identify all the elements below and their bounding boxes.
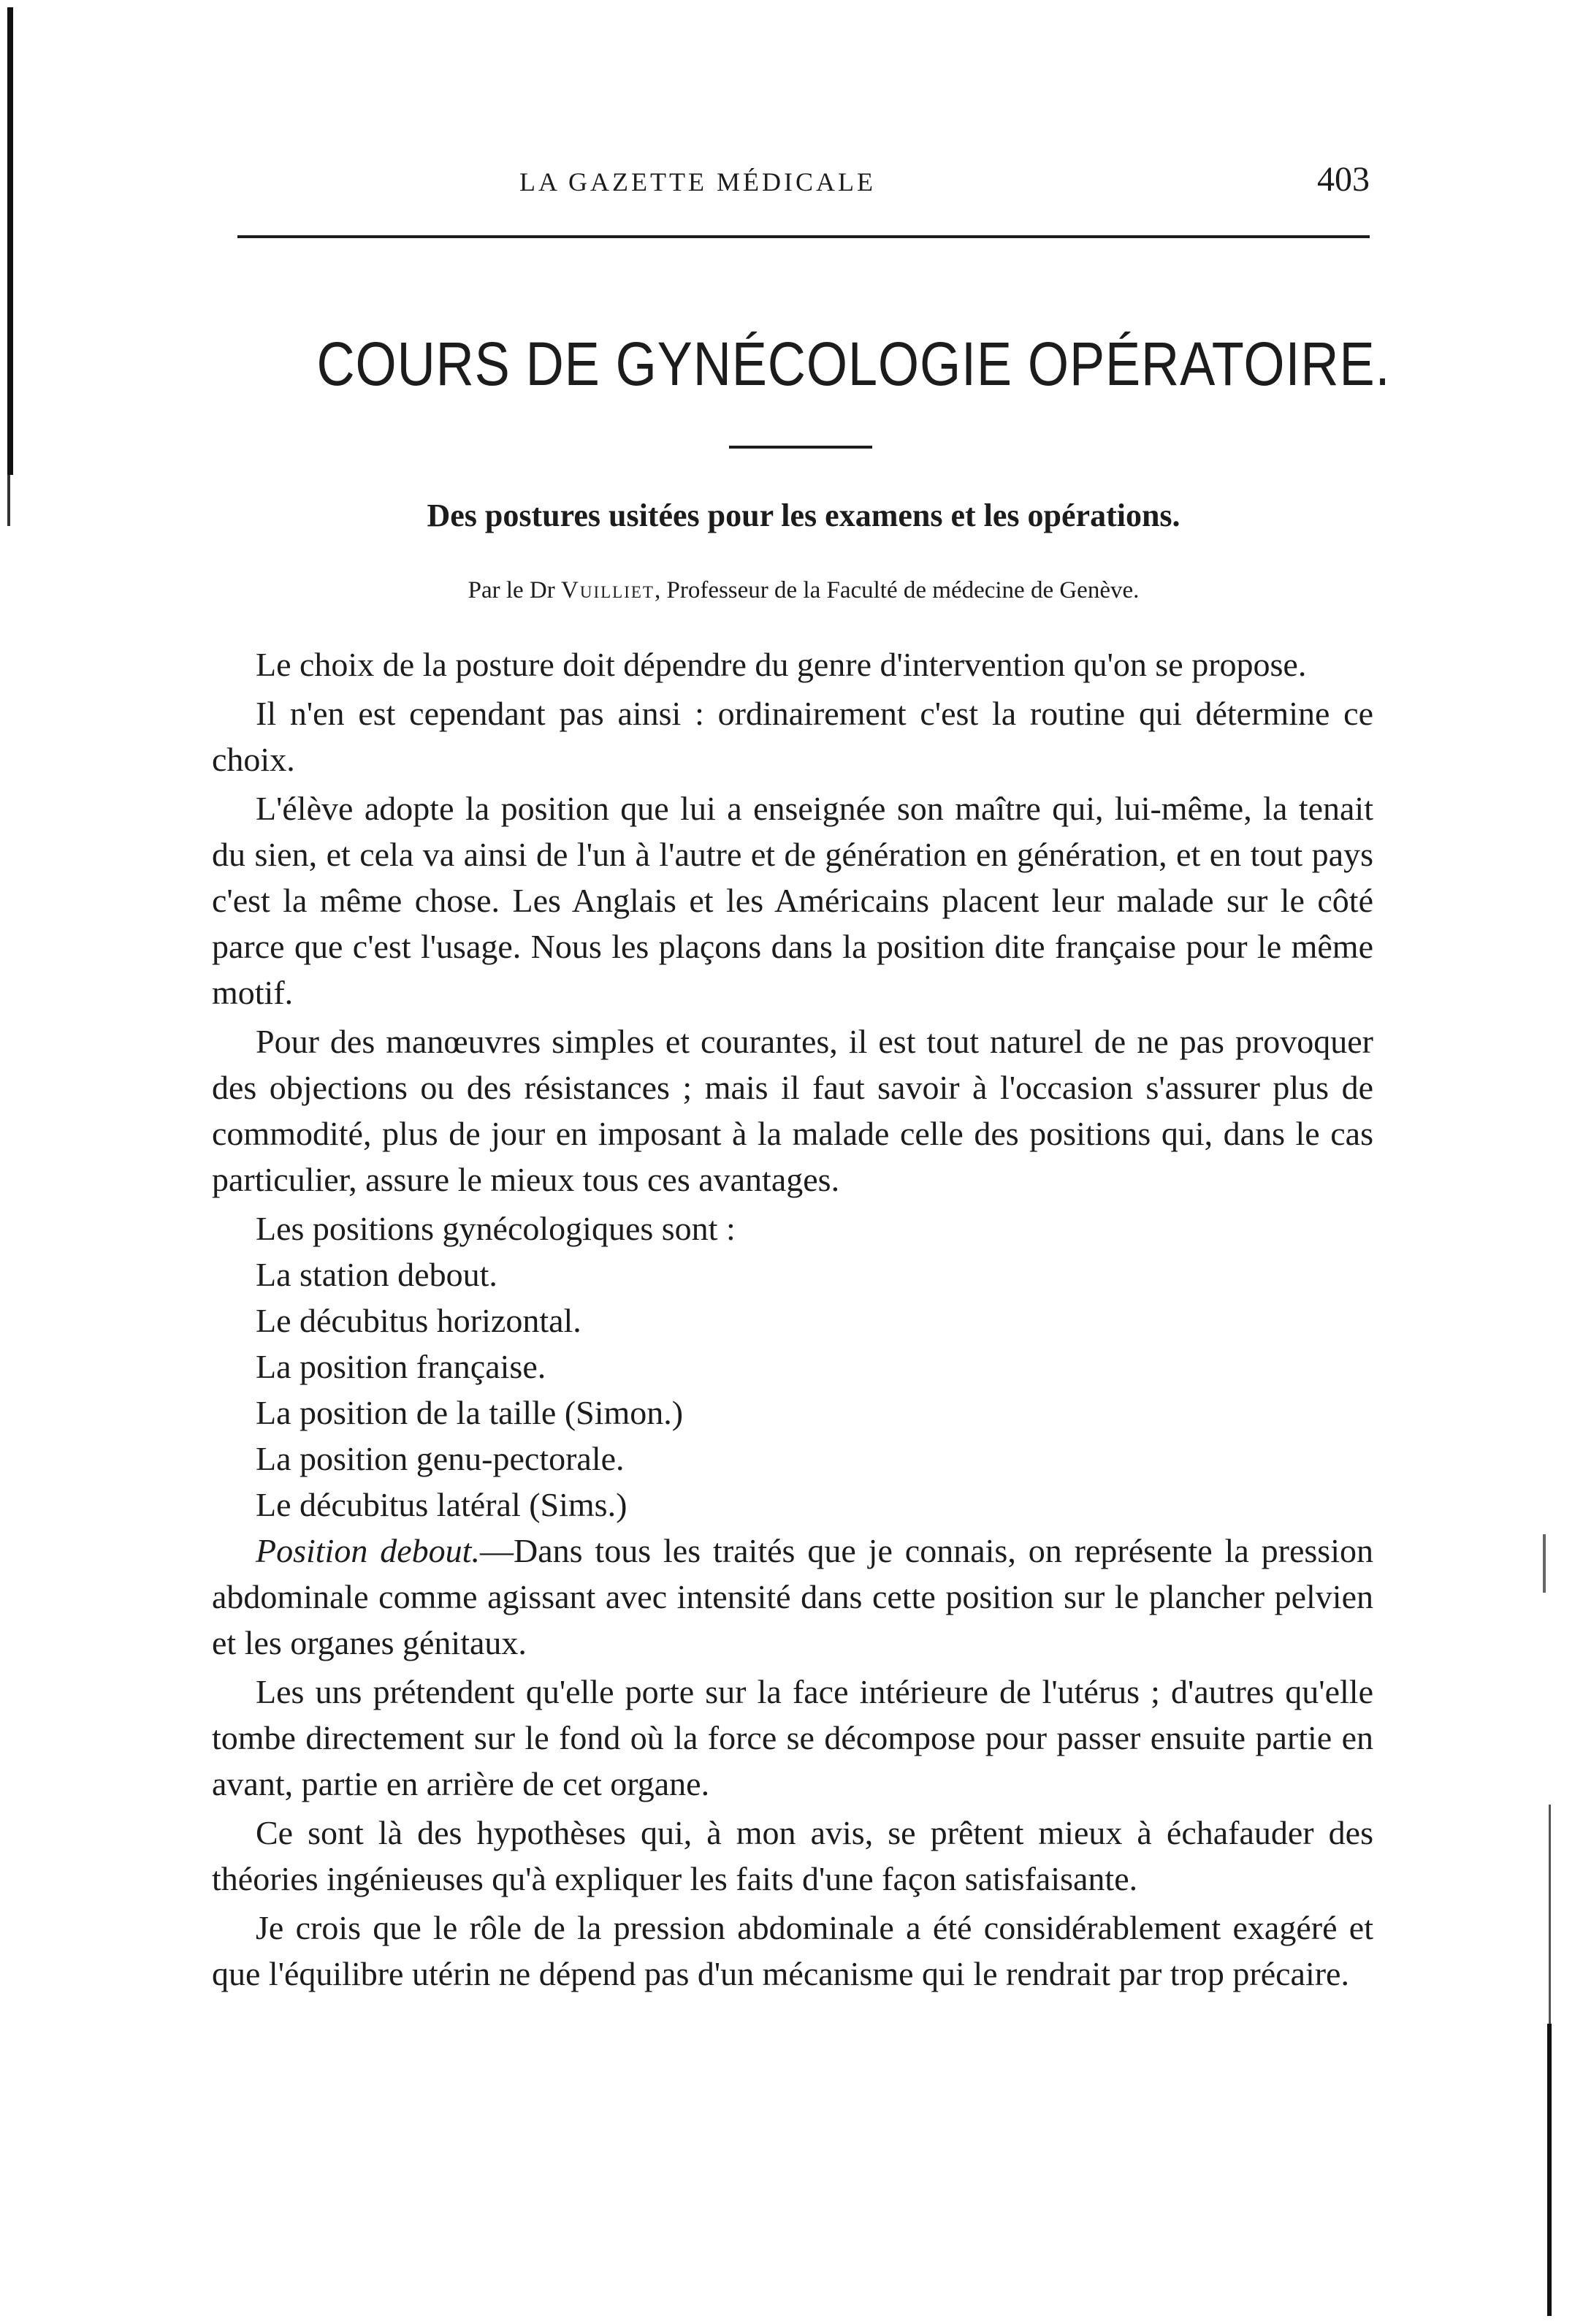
list-item: La position française. (256, 1348, 546, 1385)
paragraph: Il n'en est cependant pas ainsi : ordinairement c'est la routine qui détermine ce choix. (212, 695, 1373, 778)
list-item: Le décubitus horizontal. (256, 1302, 581, 1339)
byline (237, 577, 1370, 604)
list-item: La position de la taille (Simon.) (256, 1394, 684, 1431)
scan-binding-edge-fragment (7, 475, 10, 526)
scan-edge-mark (1549, 1805, 1551, 2024)
paragraph: Le choix de la posture doit dépendre du genre d'intervention qu'on se propose. (256, 646, 1307, 683)
running-head (237, 159, 1370, 203)
paragraph: Les uns prétendent qu'elle porte sur la face intérieure de l'utérus ; d'autres qu'elle tombe directement sur le fond où la force se décompose pour passer ensuite partie en avant, partie en arrière de cet organe. (212, 1673, 1373, 1802)
title-rule (729, 446, 872, 449)
paragraph: Ce sont là des hypothèses qui, à mon avis, se prêtent mieux à échafauder des théories ingénieuses qu'à expliquer les faits d'une façon satisfaisante. (212, 1814, 1373, 1897)
article-title: COURS DE GYNÉCOLOGIE OPÉRATOIRE. (316, 329, 1391, 398)
running-title: LA GAZETTE MÉDICALE (519, 167, 876, 197)
list-intro: Les positions gynécologiques sont : (256, 1210, 736, 1247)
list-item: La station debout. (256, 1256, 497, 1293)
byline-suffix: , Professeur de la Faculté de médecine de Genève. (654, 577, 1140, 603)
byline-prefix: Par le Dr (468, 577, 562, 603)
scan-edge-mark (1543, 1534, 1546, 1593)
list-item: Le décubitus latéral (Sims.) (256, 1486, 628, 1523)
paragraph: Pour des manœuvres simples et courantes, il est tout naturel de ne pas provoquer des objections ou des résistances ; mais il faut savoir à l'occasion s'assurer plus de commodité, plus de jour en imposant à la malade celle des positions qui, dans le cas particulier, assure le mieux tous ces avantages. (212, 1023, 1373, 1198)
list-item: La position genu-pectorale. (256, 1440, 625, 1477)
byline-author: Vuilliet (561, 577, 655, 603)
article-body (212, 641, 1373, 2000)
paragraph: Je crois que le rôle de la pression abdominale a été considérablement exagéré et que l'équilibre utérin ne dépend pas d'un mécanisme qui le rendrait par trop précaire. (212, 1909, 1373, 1992)
page-number: 403 (1317, 160, 1370, 199)
article-subtitle: Des postures usitées pour les examens et les opérations. (427, 498, 1180, 533)
paragraph: L'élève adopte la position que lui a enseignée son maître qui, lui-même, la tenait du sien, et cela va ainsi de l'un à l'autre et de génération en génération, et en tout pays c'est la même chose. Les Anglais et les Américains placent leur malade sur le côté parce que c'est l'usage. Nous les plaçons dans la position dite française pour le même motif. (212, 790, 1373, 1011)
scan-binding-edge (7, 7, 13, 475)
section-lead: Position debout. (256, 1532, 480, 1569)
scan-edge-mark (1547, 2024, 1552, 2316)
paragraph (212, 1528, 1373, 1666)
paragraph-text: —Dans tous les traités que je connais, on représente la pression abdominale comme agissant avec intensité dans cette position sur le plancher pelvien et les organes génitaux. (212, 1532, 1373, 1661)
header-rule (237, 235, 1370, 238)
